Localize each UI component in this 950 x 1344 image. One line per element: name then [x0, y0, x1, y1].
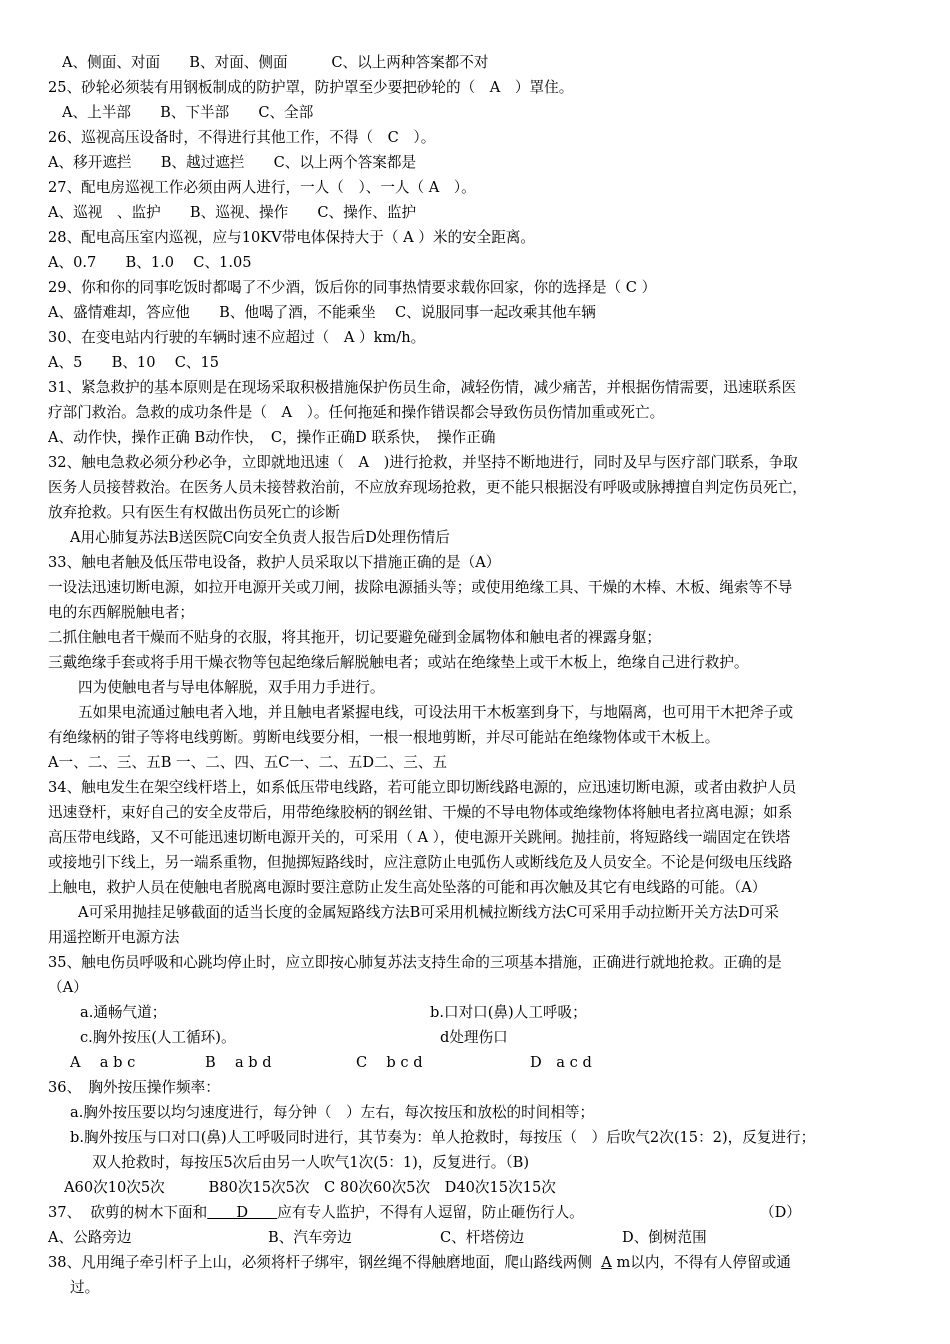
question-34-line-4: 或接地引下线上，另一端系重物，但抛掷短路线时，应注意防止电弧伤人或断线危及人员安全。不论是何级电压线路	[48, 854, 793, 871]
question-30: 30、在变电站内行驶的车辆时速不应超过（ A ）km/h。	[48, 329, 426, 346]
question-34-line-5: 上触电，救护人员在使触电者脱离电源时要注意防止发生高处坠落的可能和再次触及其它有电线路的可能。（A）	[48, 879, 767, 896]
answer-options-34-line-2: 用遥控断开电源方法	[48, 929, 180, 946]
question-32-line-1: 32、触电急救必须分秒必争，立即就地迅速（ A )进行抢救，并坚持不断地进行，同时及早与医疗部门联系，争取	[48, 454, 798, 471]
question-38-line-1	[48, 1251, 908, 1275]
question-31-line-1: 31、紧急救护的基本原则是在现场采取积极措施保护伤员生命，减轻伤情，减少痛苦，并根据伤情需要，迅速联系医	[48, 379, 797, 396]
answer-options-36: A60次10次5次 B80次15次5次 C 80次60次5次 D40次15次15次	[64, 1179, 556, 1196]
q33-item-3: 三戴绝缘手套或将手用干燥衣物等包起绝缘后解脱触电者；或站在绝缘垫上或干木板上，绝缘自己进行救护。	[48, 654, 749, 671]
question-36: 36、 胸外按压操作频率：	[48, 1079, 220, 1096]
q38-number: 38、	[48, 1254, 82, 1271]
q35-option-d: d处理伤口	[440, 1029, 508, 1046]
answer-options-34-line-1: A可采用抛挂足够截面的适当长度的金属短路线方法B可采用机械拉断线方法C可采用手动拉断开关方法D可采	[78, 904, 779, 921]
q33-item-5-line-2: 有绝缘柄的钳子等将电线剪断。剪断电线要分相，一根一根地剪断，并尽可能站在绝缘物体或干木板上。	[48, 729, 720, 746]
question-29: 29、你和你的同事吃饭时都喝了不少酒，饭后你的同事热情要求载你回家，你的选择是（ C ）	[48, 279, 657, 296]
question-33: 33、触电者触及低压带电设备，救护人员采取以下措施正确的是（A）	[48, 554, 501, 571]
q38-text-before: 凡用绳子牵引杆子上山，必须将杆子绑牢，钢丝绳不得触磨地面，爬山路线两侧	[81, 1254, 592, 1271]
q37-option-c: C、杆塔傍边	[440, 1229, 525, 1246]
question-35-line-2: （A）	[48, 979, 88, 996]
question-32-line-2: 医务人员接替救治。在医务人员未接替救治前，不应放弃现场抢救，更不能只根据没有呼吸或脉搏擅自判定伤员死亡，	[48, 479, 807, 496]
answer-options-31: A、动作快，操作正确 B动作快， C，操作正确D 联系快， 操作正确	[48, 429, 496, 446]
q35-answer-c: C b c d	[356, 1054, 423, 1071]
question-27: 27、配电房巡视工作必须由两人进行，一人（ ）、一人（ A ）。	[48, 179, 476, 196]
answer-options-33: A一、二、三、五B 一、二、四、五C一、二、五D二、三、五	[48, 754, 448, 771]
q36-item-b-line-1: b.胸外按压与口对口(鼻)人工呼吸同时进行，其节奏为：单人抢救时，每按压（ ）后吹气2次(15：2)，反复进行；	[70, 1129, 816, 1146]
q37-answer: （D）	[760, 1204, 801, 1221]
q37-text-after: 应有专人监护，不得有人逗留，防止砸伤行人。	[277, 1204, 584, 1221]
question-34-line-1: 34、触电发生在架空线杆塔上，如系低压带电线路，若可能立即切断线路电源的，应迅速切断电源，或者由救护人员	[48, 779, 797, 796]
question-26: 26、巡视高压设备时，不得进行其他工作，不得（ C ）。	[48, 129, 436, 146]
answer-options-32: A用心肺复苏法B送医院C向安全负责人报告后D处理伤情后	[70, 529, 450, 546]
q33-item-1-line-1: 一设法迅速切断电源，如拉开电源开关或刀闸，拔除电源插头等；或使用绝缘工具、干燥的木棒、木板、绳索等不导	[48, 579, 793, 596]
q33-item-5-line-1: 五如果电流通过触电者入地，并且触电者紧握电线，可设法用干木板塞到身下，与地隔离，也可用干木把斧子或	[78, 704, 794, 721]
question-34-line-3: 高压带电线路，又不可能迅速切断电源开关的，可采用（ A ），使电源开关跳闸。抛挂前，将短路线一端固定在铁塔	[48, 829, 791, 846]
q37-option-b: B、汽车旁边	[268, 1229, 352, 1246]
answer-options-30: A、5 B、10 C、15	[48, 354, 220, 371]
q35-answer-a: A a b c	[70, 1054, 136, 1071]
question-35-line-1: 35、触电伤员呼吸和心跳均停止时，应立即按心肺复苏法支持生命的三项基本措施，正确进行就地抢救。正确的是	[48, 954, 782, 971]
answer-options-24: A、侧面、对面 B、对面、侧面 C、以上两种答案都不对	[62, 54, 489, 71]
q33-item-4: 四为使触电者与导电体解脱，双手用力手进行。	[78, 679, 385, 696]
q33-item-1-line-2: 电的东西解脱触电者；	[48, 604, 194, 621]
question-32-line-3: 放弃抢救。只有医生有权做出伤员死亡的诊断	[48, 504, 340, 521]
q37-option-a: A、公路旁边	[48, 1229, 132, 1246]
question-25: 25、砂轮必须装有用钢板制成的防护罩，防护罩至少要把砂轮的（ A ）罩住。	[48, 79, 574, 96]
question-31-line-2: 疗部门救治。急救的成功条件是（ A ）。任何拖延和操作错误都会导致伤员伤情加重或死亡。	[48, 404, 665, 421]
q35-answer-b: B a b d	[205, 1054, 272, 1071]
answer-options-26: A、移开遮拦 B、越过遮拦 C、以上两个答案都是	[48, 154, 417, 171]
q35-option-c: c.胸外按压(人工循环)。	[80, 1029, 236, 1046]
q33-item-2: 二抓住触电者干燥而不贴身的衣服，将其拖开，切记要避免碰到金属物体和触电者的裸露身躯；	[48, 629, 661, 646]
q37-text-before: 砍剪的树木下面和	[90, 1204, 208, 1221]
q37-option-d: D、倒树范围	[622, 1229, 707, 1246]
answer-options-27: A、巡视 、监护 B、巡视、操作 C、操作、监护	[48, 204, 417, 221]
q36-item-b-line-2: 双人抢救时，每按压5次后由另一人吹气1次(5：1)，反复进行。（B)	[92, 1154, 530, 1171]
answer-options-25: A、上半部 B、下半部 C、全部	[62, 104, 314, 121]
q38-blank: A	[601, 1254, 612, 1271]
q37-number: 37、	[48, 1204, 82, 1221]
answer-options-29: A、盛情难却，答应他 B、他喝了酒，不能乘坐 C、说服同事一起改乘其他车辆	[48, 304, 596, 321]
answer-options-28: A、0.7 B、1.0 C、1.05	[48, 254, 252, 271]
q35-option-b: b.口对口(鼻)人工呼吸；	[430, 1004, 587, 1021]
q36-item-a: a.胸外按压要以均匀速度进行，每分钟（ ）左右，每次按压和放松的时间相等；	[70, 1104, 595, 1121]
question-34-line-2: 迅速登杆，束好自己的安全皮带后，用带绝缘胶柄的钢丝钳、干燥的不导电物体或绝缘物体将触电者拉离电源；如系	[48, 804, 793, 821]
question-38-line-2: 过。	[70, 1279, 100, 1296]
q37-blank: D	[207, 1204, 278, 1221]
q38-text-after: m以内，不得有人停留或通	[616, 1254, 791, 1271]
question-28: 28、配电高压室内巡视，应与10KV带电体保持大于（ A ）米的安全距离。	[48, 229, 536, 246]
q35-option-a: a.通畅气道；	[80, 1004, 167, 1021]
q35-answer-d: D a c d	[530, 1054, 592, 1071]
